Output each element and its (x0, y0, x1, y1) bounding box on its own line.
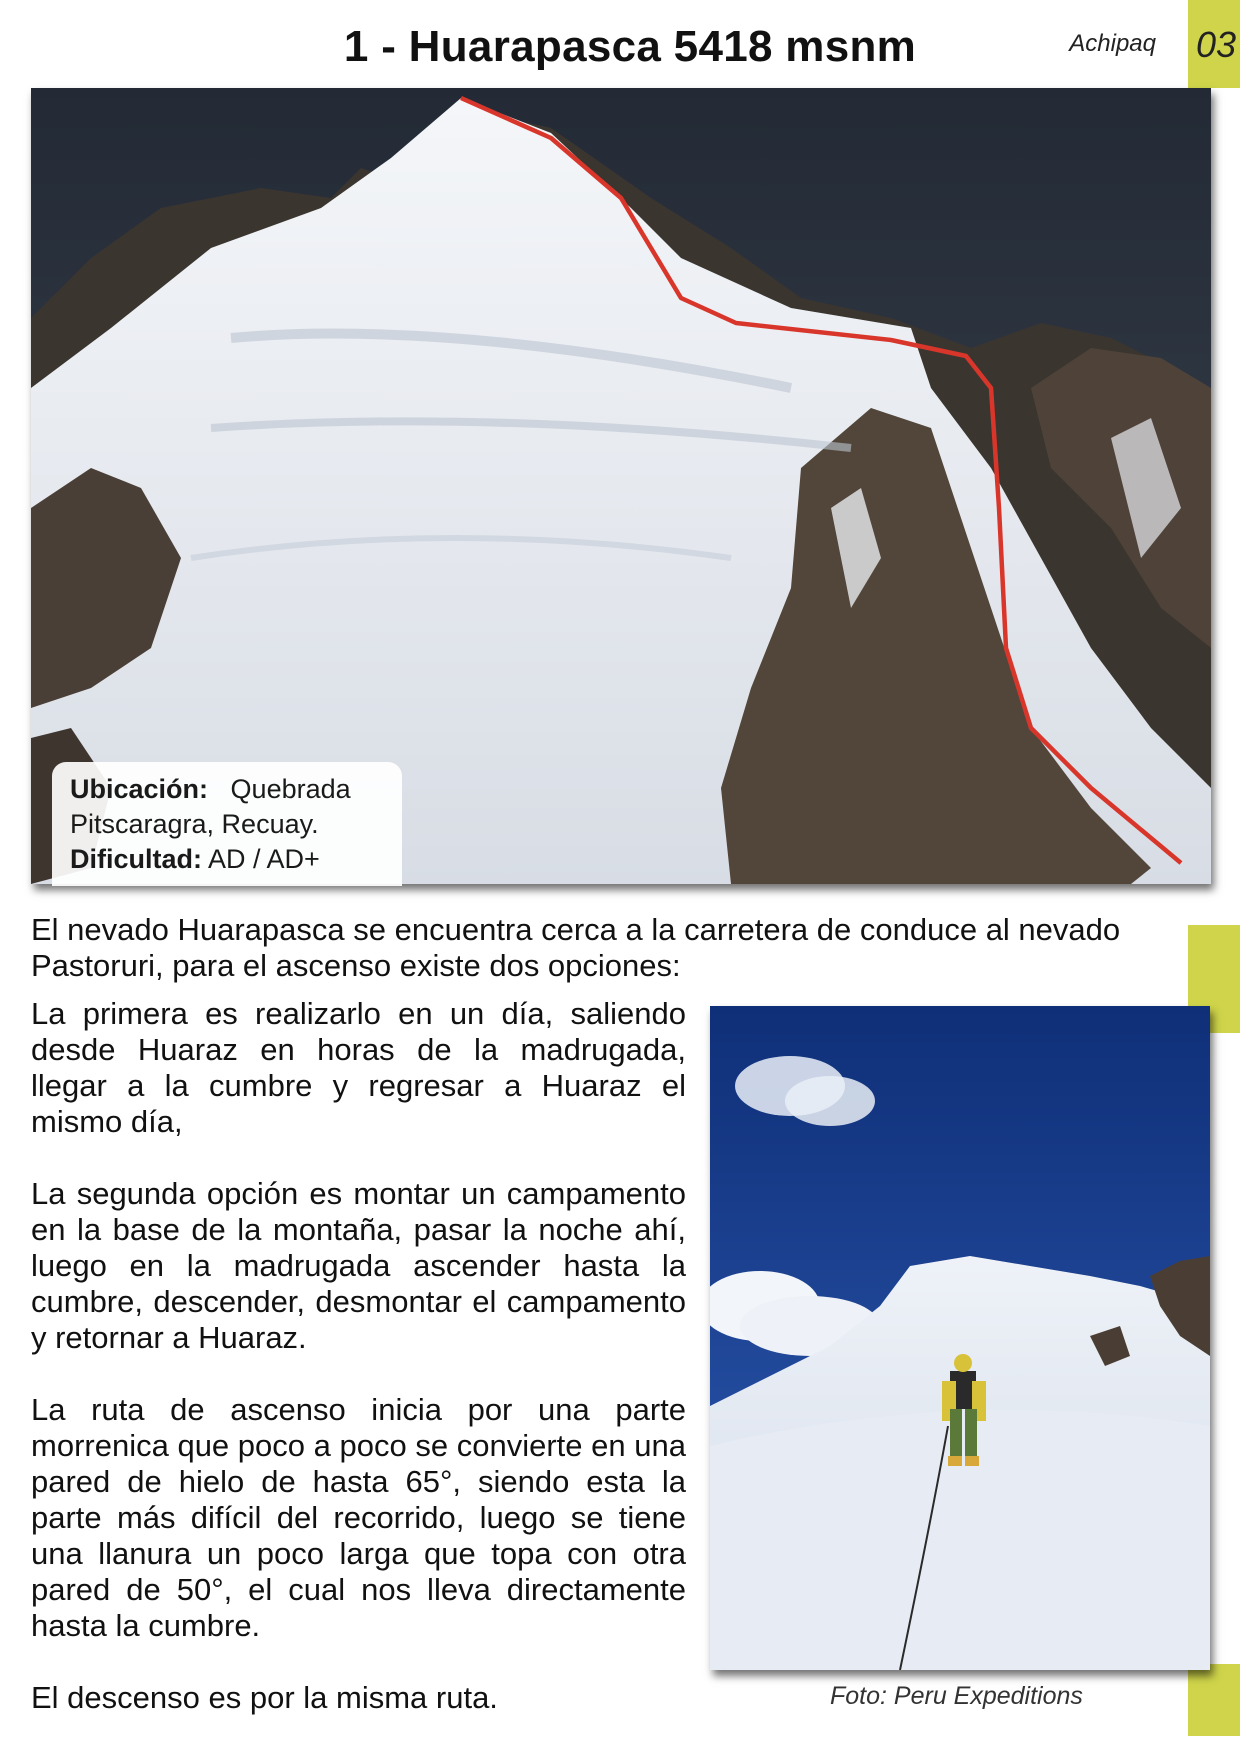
difficulty-value: AD / AD+ (208, 844, 320, 874)
difficulty-row (70, 842, 402, 877)
climber-photo (710, 1006, 1210, 1670)
paragraph-1: La primera es realizarlo en un día, saliendo desde Huaraz en horas de la madrugada, llegar a la cumbre y regresar a Huaraz el mismo día, (31, 996, 686, 1139)
brand-name: Achipaq (1069, 30, 1156, 57)
location-line1: Quebrada (230, 774, 351, 804)
paragraph-2: La segunda opción es montar un campamento en la base de la montaña, pasar la noche ahí, luego en la madrugada ascender hasta la cumbre, descender, desmontar el campamento y retornar a Huaraz. (31, 1176, 686, 1355)
paragraph-4: El descenso es por la misma ruta. (31, 1680, 498, 1715)
body-text-column (31, 996, 686, 1752)
info-box (52, 762, 402, 886)
climber-illustration (710, 1006, 1210, 1670)
photo-credit: Foto: Peru Expeditions (830, 1682, 1083, 1710)
accent-strip-bottom (1188, 1664, 1240, 1736)
intro-paragraph: El nevado Huarapasca se encuentra cerca a la carretera de conduce al nevado Pastoruri, para el ascenso existe dos opciones: (31, 912, 1121, 983)
page-title: 1 - Huarapasca 5418 msnm (343, 22, 917, 71)
difficulty-label: Dificultad: (70, 844, 202, 874)
page-number: 03 (1195, 24, 1236, 65)
location-line2: Pitscaragra, Recuay. (70, 809, 319, 839)
location-row (70, 772, 402, 807)
location-label: Ubicación: (70, 774, 209, 804)
paragraph-3: La ruta de ascenso inicia por una parte morrenica que poco a poco se convierte en una pared de hielo de hasta 65°, siendo esta la parte más difícil del recorrido, luego se tiene una llanura un poco larga que topa con otra pared de 50°, el cual nos lleva directamente hasta la cumbre. (31, 1392, 686, 1643)
